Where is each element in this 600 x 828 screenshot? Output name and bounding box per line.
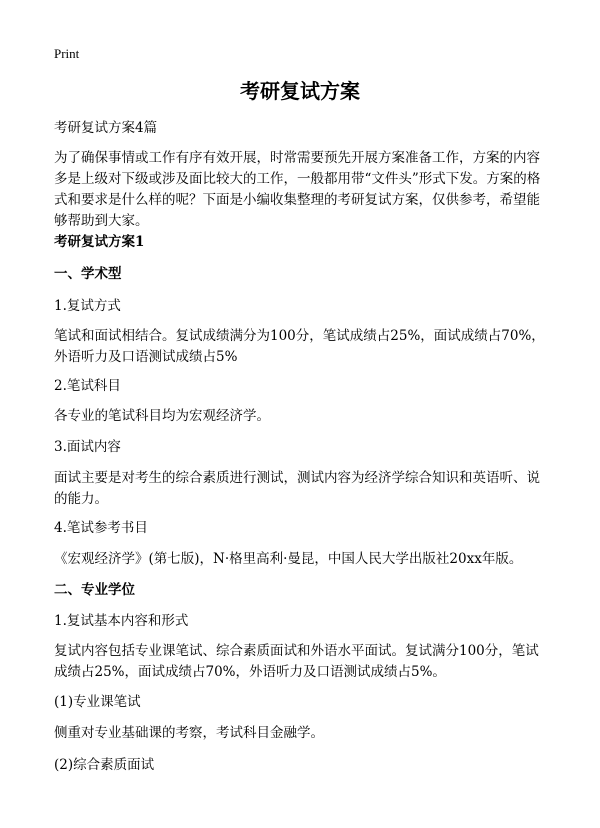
- part-heading-academic: 一、学术型: [54, 266, 122, 282]
- paragraph-line: 的能力。: [54, 491, 108, 507]
- item-paragraph-method: [54, 326, 550, 368]
- item-heading-method: 1.复试方式: [54, 298, 121, 314]
- paragraph-line: 面试主要是对考生的综合素质进行测试，测试内容为经济学综合知识和英语听、说: [54, 470, 540, 486]
- item-paragraph-basic: [54, 641, 550, 683]
- sub-paragraph-written: 侧重对专业基础课的考察，考试科目金融学。: [54, 725, 324, 741]
- paragraph-line: 复试内容包括专业课笔试、综合素质面试和外语水平面试。复试满分100分，笔试: [54, 643, 539, 659]
- item-heading-subjects: 2.笔试科目: [54, 378, 121, 394]
- intro-line: 为了确保事情或工作有序有效开展，时常需要预先开展方案准备工作，方案的内容: [54, 150, 540, 166]
- item-paragraph-interview: [54, 468, 550, 510]
- document-title: 考研复试方案: [240, 79, 360, 103]
- item-heading-basic: 1.复试基本内容和形式: [54, 613, 189, 629]
- item-heading-books: 4.笔试参考书目: [54, 520, 148, 536]
- intro-line: 够帮助到大家。: [54, 213, 149, 229]
- intro-paragraph: [54, 148, 550, 232]
- part-heading-professional: 二、专业学位: [54, 582, 135, 598]
- item-paragraph-subjects: 各专业的笔试科目均为宏观经济学。: [54, 408, 270, 424]
- intro-line: 多是上级对下级或涉及面比较大的工作，一般都用带“文件头”形式下发。方案的格: [54, 171, 541, 187]
- sub-heading-interview: (2)综合素质面试: [54, 757, 155, 773]
- item-heading-interview: 3.面试内容: [54, 439, 121, 455]
- intro-line: 式和要求是什么样的呢？下面是小编收集整理的考研复试方案，仅供参考，希望能: [54, 192, 540, 208]
- print-label: Print: [54, 46, 80, 61]
- subtitle: 考研复试方案4篇: [54, 120, 158, 136]
- paragraph-line: 成绩占25%，面试成绩占70%，外语听力及口语测试成绩占5%。: [54, 664, 446, 680]
- paragraph-line: 外语听力及口语测试成绩占5%: [54, 349, 238, 365]
- sub-heading-written: (1)专业课笔试: [54, 694, 141, 710]
- item-paragraph-books: 《宏观经济学》(第七版)，N·格里高利·曼昆，中国人民大学出版社20xx年版。: [54, 551, 523, 567]
- section-heading: 考研复试方案1: [54, 234, 145, 250]
- paragraph-line: 笔试和面试相结合。复试成绩满分为100分，笔试成绩占25%，面试成绩占70%，: [54, 328, 545, 344]
